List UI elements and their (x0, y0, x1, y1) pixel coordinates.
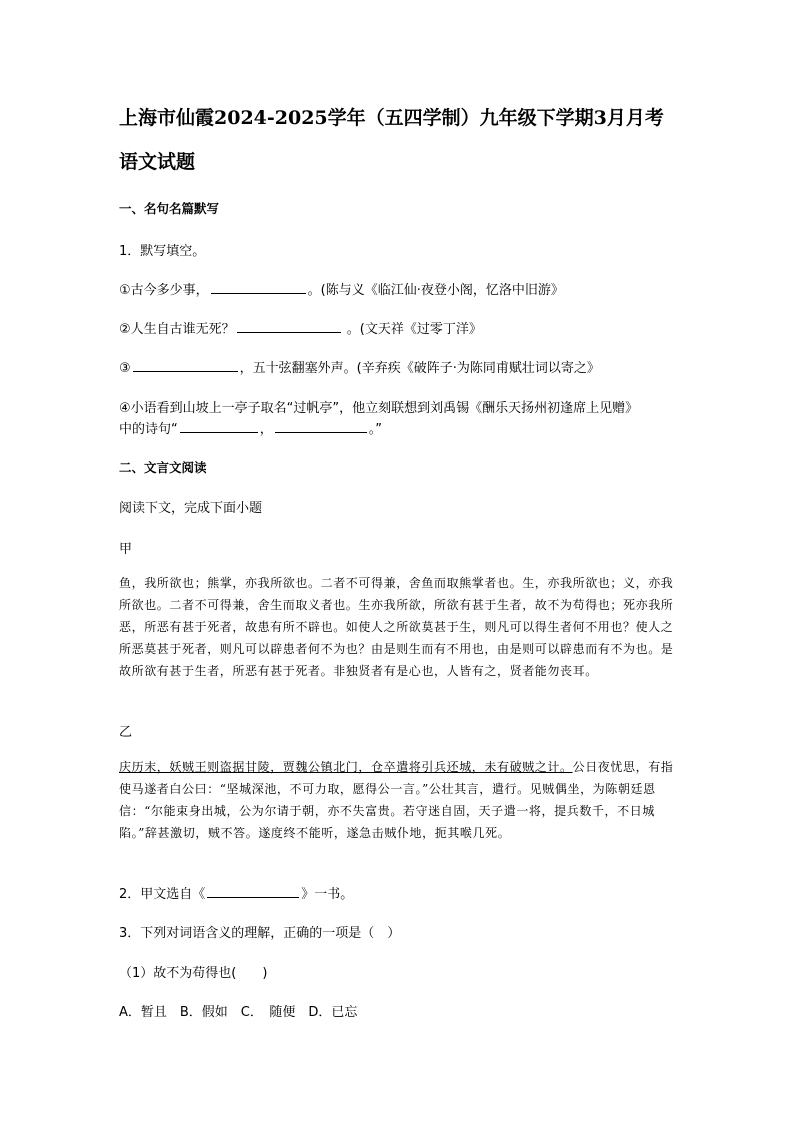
question-1-item-3 (119, 357, 600, 376)
question-3-options[interactable]: A．暂且 B．假如 C． 随便 D．已忘 (119, 1005, 358, 1020)
passage-jia-text: 鱼，我所欲也；熊掌，亦我所欲也。二者不可得兼，舍鱼而取熊掌者也。生，亦我所欲也；义，亦我所欲也。二者不可得兼，舍生而取义者也。生亦我所欲，所欲有甚于生者，故不为苟得也；死亦我所恶，所恶有甚于死者，故患有所不辟也。如使人之所欲莫甚于生，则凡可以得生者何不用也？使人之所恶莫甚于死者，则凡可以辟患者何不为也？由是则生而有不用也，由是则可以辟患而有不为也。是故所欲有甚于生者，所恶有甚于死者。非独贤者有是心也，人皆有之，贤者能勿丧耳。 (119, 576, 674, 678)
question-1-item-4-line-1: ④小语看到山坡上一亭子取名“过帆亭”，他立刻联想到刘禹锡《酬乐天扬州初逢席上见赠》 (119, 401, 639, 416)
question-3-sub-1: （1）故不为苟得也( ) (119, 966, 268, 981)
answer-blank-2[interactable] (237, 319, 341, 333)
item-1-suffix: 。(陈与义《临江仙·夜登小阁，忆洛中旧游》 (307, 283, 564, 298)
question-1-item-4-line-2 (119, 418, 382, 437)
question-3-stem: 3．下列对词语含义的理解，正确的一项是（ ） (119, 926, 401, 941)
item-4-prefix: 中的诗句“ (119, 422, 178, 437)
question-1-stem: 1．默写填空。 (119, 244, 206, 259)
answer-blank-1[interactable] (211, 280, 306, 294)
question-2-prefix: 2．甲文选自《 (119, 887, 206, 902)
passage-label-yi: 乙 (119, 725, 133, 740)
item-2-prefix: ②人生自古谁无死？ (119, 322, 235, 337)
answer-blank-3[interactable] (133, 358, 238, 372)
item-3-suffix: ，五十弦翻塞外声。(辛弃疾《破阵子·为陈同甫赋壮词以寄之》 (239, 361, 600, 376)
item-4-comma: ， (259, 422, 273, 437)
answer-blank-4[interactable] (180, 419, 258, 433)
passage-yi-remainder: 公日夜忧思，有指使马遂者白公曰：“坚城深池，不可力取，愿得公一言。”公壮其言，遣行。见贼偶坐，为陈朝廷恩信：“尔能束身出城，公为尔请于朝，亦不失富贵。若守迷自固，天子遣一将，提兵数千，不日城陷。”辞甚激切，贼不答。遂度终不能听，遂急击贼仆地，扼其喉几死。 (119, 760, 674, 840)
passage-yi-underlined-sentence: 庆历末，妖贼王则盗据甘陵，贾魏公镇北门，仓卒遣将引兵还城，未有破贼之计。 (119, 760, 573, 774)
item-2-suffix: 。(文天祥《过零丁洋》 (346, 322, 482, 337)
item-3-prefix: ③ (119, 361, 131, 376)
question-1-item-2 (119, 318, 482, 337)
item-1-prefix: ①古今多少事， (119, 283, 209, 298)
item-4-suffix: 。” (368, 422, 383, 437)
passage-label-jia: 甲 (119, 542, 133, 557)
passage-yi-text (119, 756, 679, 844)
question-2 (119, 883, 353, 902)
reading-instruction: 阅读下文，完成下面小题 (119, 501, 263, 516)
page-title: 上海市仙霞2024-2025学年（五四学制）九年级下学期3月月考语文试题 (119, 107, 664, 173)
answer-blank-5[interactable] (275, 419, 367, 433)
question-1-item-1 (119, 279, 564, 298)
answer-blank-6[interactable] (207, 884, 299, 898)
section-heading-1: 一、名句名篇默写 (119, 201, 220, 216)
section-heading-2: 二、文言文阅读 (119, 460, 207, 475)
question-2-suffix: 》一书。 (301, 887, 354, 902)
